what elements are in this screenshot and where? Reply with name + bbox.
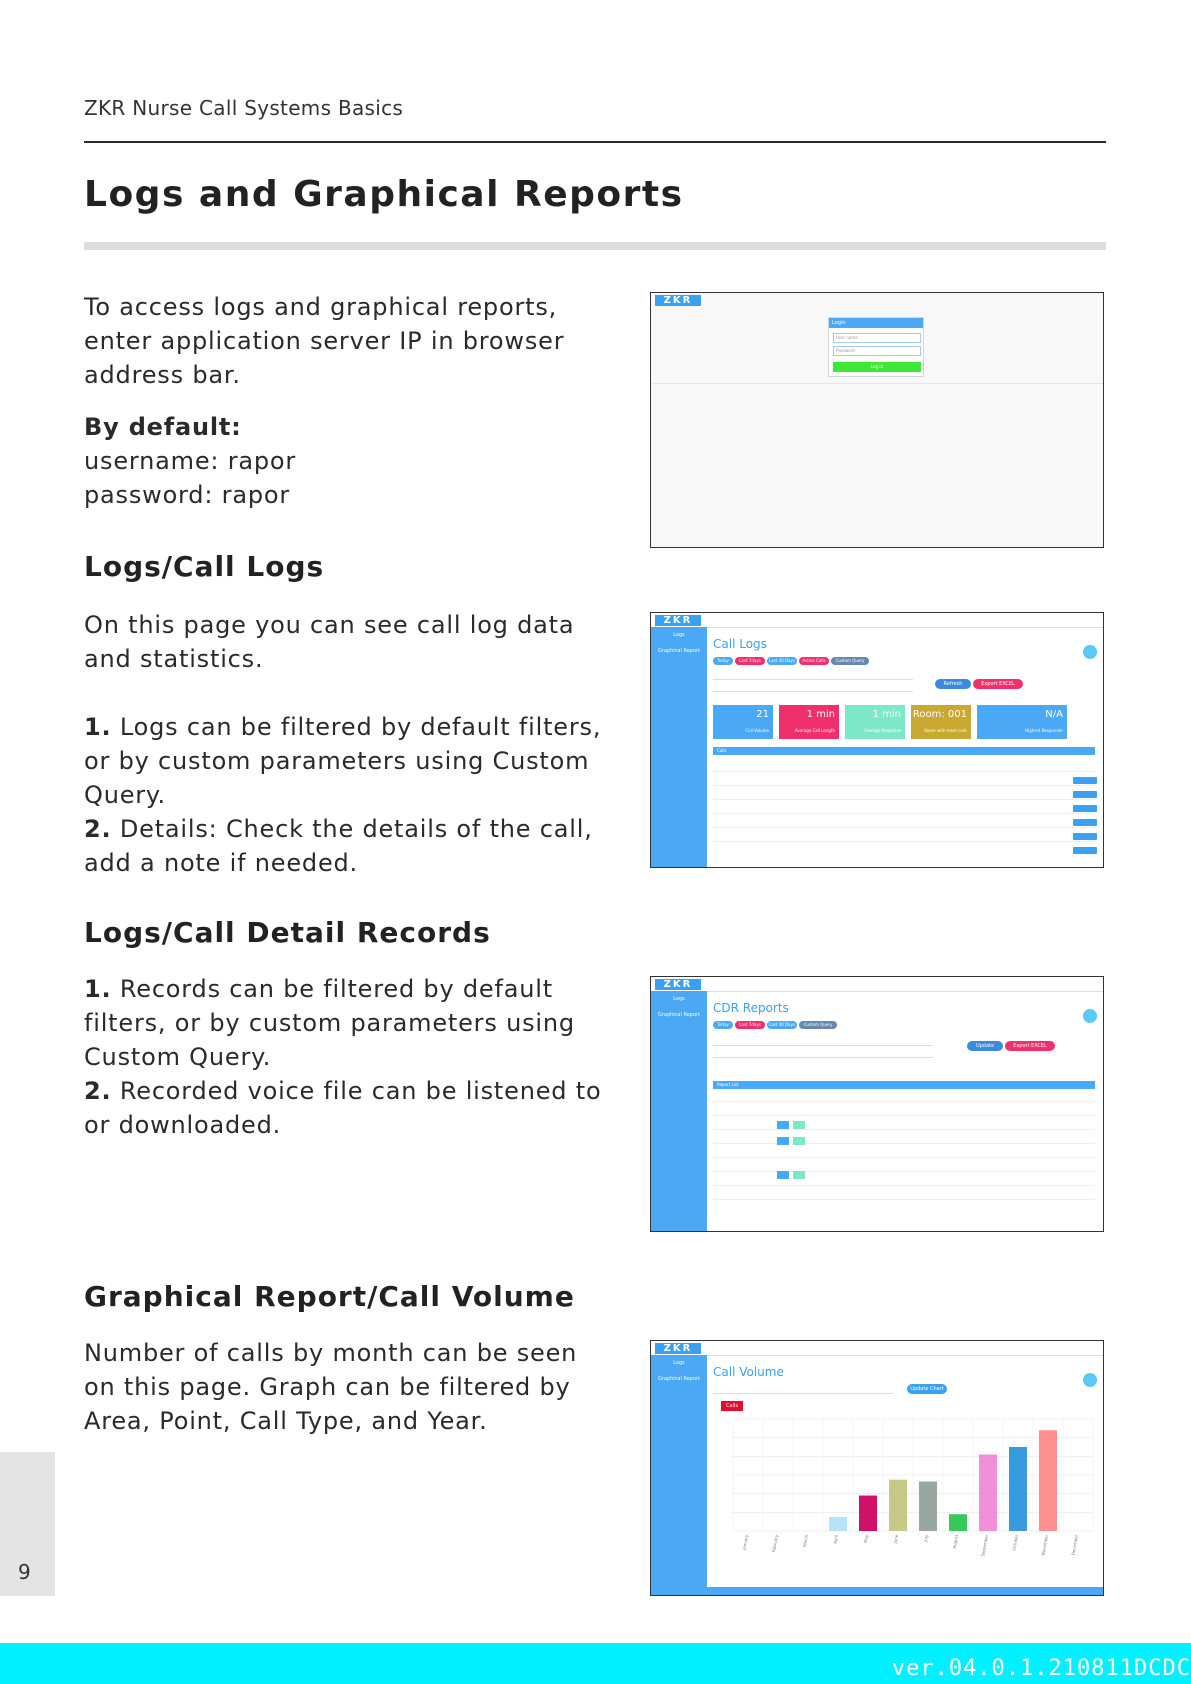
- play-icon[interactable]: [777, 1121, 789, 1129]
- table-row: [713, 799, 1095, 800]
- export-excel-button[interactable]: Export EXCEL: [973, 679, 1023, 689]
- details-button[interactable]: [1073, 777, 1097, 784]
- text-line: Query.: [84, 781, 166, 809]
- table-row: [713, 1143, 1095, 1144]
- stat-value: 1 min: [872, 709, 901, 720]
- chip-custom-query[interactable]: Custom Query: [799, 1021, 837, 1029]
- zkr-logo: ZKR: [655, 979, 701, 990]
- update-chart-button[interactable]: Update Chart: [907, 1384, 947, 1394]
- menu-circle-icon[interactable]: [1083, 645, 1097, 659]
- details-button[interactable]: [1073, 819, 1097, 826]
- stat-value: Room: 001: [912, 709, 967, 720]
- report-list-title: Report List: [713, 1081, 1095, 1089]
- chip-today[interactable]: Today: [713, 1021, 733, 1029]
- x-tick-label: August: [951, 1534, 959, 1549]
- chart-bar[interactable]: [889, 1480, 907, 1531]
- list-item-2: [84, 812, 644, 846]
- sidebar: [651, 627, 707, 867]
- screenshot-cdr: [650, 976, 1104, 1232]
- footer-bar: [651, 1587, 1103, 1595]
- text-line: or by custom parameters using Custom: [84, 747, 590, 775]
- x-tick-label: September: [980, 1534, 989, 1557]
- cdr-title: CDR Reports: [713, 1001, 789, 1015]
- call-logs-title: Call Logs: [713, 637, 767, 651]
- running-header: ZKR Nurse Call Systems Basics: [84, 96, 404, 120]
- item-text: Logs can be filtered by default filters,: [111, 713, 602, 741]
- screenshot-call-logs: [650, 612, 1104, 868]
- menu-circle-icon[interactable]: [1083, 1009, 1097, 1023]
- text-line: Custom Query.: [84, 1043, 272, 1071]
- text-line: filters, or by custom parameters using: [84, 1009, 575, 1037]
- stat-box: [911, 705, 971, 739]
- chip-today[interactable]: Today: [713, 657, 733, 665]
- download-icon[interactable]: [793, 1121, 805, 1129]
- table-row: [713, 1129, 1095, 1130]
- play-icon[interactable]: [777, 1137, 789, 1145]
- x-tick-label: December: [1070, 1534, 1079, 1556]
- x-tick-label: March: [801, 1534, 809, 1548]
- table-row: [713, 1185, 1095, 1186]
- title-rule: [84, 242, 1106, 250]
- list-item-1: [84, 710, 644, 744]
- screenshot-login: [650, 292, 1104, 548]
- chart-bar[interactable]: [979, 1454, 997, 1531]
- intro-paragraph: [84, 290, 624, 392]
- details-button[interactable]: [1073, 805, 1097, 812]
- text-line: on this page. Graph can be filtered by: [84, 1373, 571, 1401]
- stat-box: [845, 705, 905, 739]
- sidebar-item-graphical-report[interactable]: Graphical Report: [657, 648, 701, 654]
- sidebar: [651, 991, 707, 1231]
- intro-line: enter application server IP in browser: [84, 327, 565, 355]
- text-line: On this page you can see call log data: [84, 611, 575, 639]
- chart-bar[interactable]: [949, 1514, 967, 1531]
- page-number: 9: [18, 1560, 31, 1584]
- heading-call-logs: Logs/Call Logs: [84, 550, 325, 583]
- item-text: Details: Check the details of the call,: [111, 815, 593, 843]
- x-tick-label: November: [1040, 1534, 1049, 1556]
- default-password: password: rapor: [84, 481, 291, 509]
- x-tick-label: April: [832, 1534, 839, 1545]
- chip-last7[interactable]: Last 7days: [735, 657, 765, 665]
- chip-custom-query[interactable]: Custom Query: [831, 657, 869, 665]
- table-row: [713, 1199, 1095, 1200]
- chart-bar[interactable]: [859, 1496, 877, 1531]
- zkr-logo: ZKR: [655, 615, 701, 626]
- password-field[interactable]: Password: [833, 346, 921, 356]
- stat-value: N/A: [1045, 709, 1063, 720]
- header-rule: [84, 141, 1106, 143]
- calls-table-title: Calls: [713, 747, 1095, 755]
- text-line: and statistics.: [84, 645, 264, 673]
- intro-line: To access logs and graphical reports,: [84, 293, 558, 321]
- refresh-button[interactable]: Refresh: [935, 679, 971, 689]
- text-line: Area, Point, Call Type, and Year.: [84, 1407, 488, 1435]
- details-button[interactable]: [1073, 847, 1097, 854]
- item-number: 2.: [84, 1077, 112, 1105]
- sidebar-item-graphical-report[interactable]: Graphical Report: [657, 1376, 701, 1382]
- topbar: [651, 1341, 1103, 1356]
- chart-bar[interactable]: [919, 1482, 937, 1531]
- sidebar-item-logs[interactable]: Logs: [673, 996, 685, 1002]
- divider: [651, 383, 1103, 384]
- download-icon[interactable]: [793, 1171, 805, 1179]
- chip-last7[interactable]: Last 7days: [735, 1021, 765, 1029]
- chip-active[interactable]: Active Calls: [799, 657, 829, 665]
- filter-row[interactable]: [713, 1385, 893, 1394]
- call-logs-list: [84, 710, 644, 880]
- sidebar-item-logs[interactable]: Logs: [673, 632, 685, 638]
- table-row: [713, 813, 1095, 814]
- call-volume-paragraph: [84, 1336, 644, 1438]
- chip-last30[interactable]: Last 30 Days: [767, 657, 797, 665]
- stat-box: [713, 705, 773, 739]
- stat-value: 1 min: [806, 709, 835, 720]
- item-number: 1.: [84, 975, 112, 1003]
- default-label: By default:: [84, 413, 242, 441]
- chip-last30[interactable]: Last 30 Days: [767, 1021, 797, 1029]
- item-number: 1.: [84, 713, 112, 741]
- topbar: [651, 613, 1103, 628]
- menu-circle-icon[interactable]: [1083, 1373, 1097, 1387]
- x-tick-label: May: [862, 1534, 869, 1544]
- stat-label: Average Response: [864, 728, 901, 733]
- stat-value: 21: [756, 709, 769, 720]
- heading-call-volume: Graphical Report/Call Volume: [84, 1280, 575, 1313]
- stat-label: Call Volume: [745, 728, 769, 733]
- login-button[interactable]: Log in: [833, 362, 921, 372]
- table-row: [713, 771, 1095, 772]
- update-button[interactable]: Update: [967, 1041, 1003, 1051]
- chart-x-labels: [741, 1534, 1079, 1557]
- intro-line: address bar.: [84, 361, 241, 389]
- chart-bar[interactable]: [1009, 1447, 1027, 1531]
- list-item-1: [84, 972, 644, 1006]
- list-item-2: [84, 1074, 644, 1108]
- filter-row[interactable]: [713, 1037, 933, 1046]
- page-title: Logs and Graphical Reports: [84, 174, 684, 215]
- details-button[interactable]: [1073, 833, 1097, 840]
- call-volume-title: Call Volume: [713, 1365, 784, 1379]
- default-credentials: [84, 410, 624, 512]
- stat-label: Highest Responder: [1025, 728, 1063, 733]
- zkr-logo: ZKR: [655, 1343, 701, 1354]
- x-tick-label: June: [892, 1534, 899, 1544]
- item-number: 2.: [84, 815, 112, 843]
- table-row: [713, 827, 1095, 828]
- call-volume-chart: [713, 1413, 1097, 1583]
- table-row: [713, 785, 1095, 786]
- default-username: username: rapor: [84, 447, 297, 475]
- x-tick-label: February: [770, 1534, 779, 1553]
- download-icon[interactable]: [793, 1137, 805, 1145]
- details-button[interactable]: [1073, 791, 1097, 798]
- topbar: [651, 977, 1103, 992]
- item-text: Recorded voice file can be listened to: [111, 1077, 602, 1105]
- login-box-title: Login: [829, 318, 923, 328]
- filter-row[interactable]: [713, 671, 913, 680]
- x-tick-label: July: [922, 1534, 929, 1543]
- table-row: [713, 1171, 1095, 1172]
- chart-bar[interactable]: [1039, 1430, 1057, 1531]
- stat-box: [779, 705, 839, 739]
- heading-cdr: Logs/Call Detail Records: [84, 916, 491, 949]
- stat-box: [977, 705, 1067, 739]
- x-tick-label: October: [1011, 1534, 1019, 1551]
- table-row: [713, 1101, 1095, 1102]
- stat-label: Room with most calls: [924, 728, 967, 733]
- screenshot-call-volume: [650, 1340, 1104, 1596]
- chart-bar[interactable]: [829, 1517, 847, 1531]
- legend-chip[interactable]: Calls: [721, 1401, 743, 1411]
- table-row: [713, 1115, 1095, 1116]
- username-field[interactable]: User name: [833, 333, 921, 343]
- version-label: ver.04.0.1.210811DCDC: [891, 1656, 1191, 1681]
- export-excel-button[interactable]: Export EXCEL: [1005, 1041, 1055, 1051]
- stat-label: Average Call Length: [794, 728, 835, 733]
- text-line: add a note if needed.: [84, 849, 358, 877]
- x-tick-label: January: [741, 1534, 749, 1551]
- call-logs-paragraph: [84, 608, 624, 676]
- table-row: [713, 1157, 1095, 1158]
- filter-row[interactable]: [713, 683, 913, 692]
- filter-row[interactable]: [713, 1049, 933, 1058]
- sidebar-item-logs[interactable]: Logs: [673, 1360, 685, 1366]
- play-icon[interactable]: [777, 1171, 789, 1179]
- table-row: [713, 841, 1095, 842]
- sidebar-item-graphical-report[interactable]: Graphical Report: [657, 1012, 701, 1018]
- text-line: or downloaded.: [84, 1111, 282, 1139]
- text-line: Number of calls by month can be seen: [84, 1339, 578, 1367]
- sidebar: [651, 1355, 707, 1595]
- login-box: [828, 317, 924, 377]
- zkr-logo: ZKR: [655, 295, 701, 306]
- cdr-list: [84, 972, 644, 1142]
- item-text: Records can be filtered by default: [111, 975, 553, 1003]
